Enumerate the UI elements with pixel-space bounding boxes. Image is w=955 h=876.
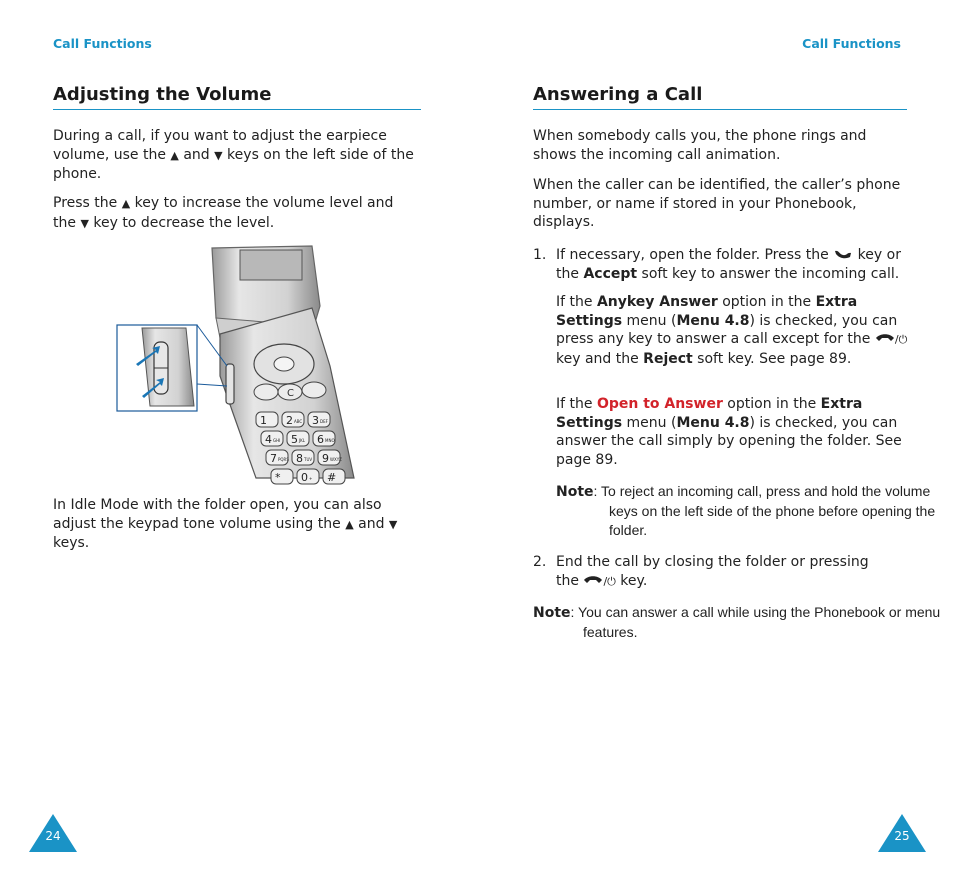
phonebook-answer-note: Note: You can answer a call while using the Phonebook or menu features.: [533, 604, 941, 640]
volume-up-symbol: ▲: [345, 517, 354, 531]
keypad-tone-paragraph: In Idle Mode with the folder open, you can also adjust the keypad tone volume using the ▲ and ▼ keys.: [53, 497, 398, 552]
keypad-key-letters: WXYZ: [330, 457, 342, 462]
keypad-key-label: 5: [291, 433, 298, 446]
keypad-key-letters: +: [309, 476, 313, 481]
volume-down-symbol: ▼: [80, 216, 89, 230]
keypad-key-label: 9: [322, 452, 329, 465]
volume-down-symbol: ▼: [214, 148, 223, 162]
keypad-key-label: 1: [260, 414, 267, 427]
ok-key: [274, 357, 294, 371]
keypad-key-label: *: [275, 471, 281, 484]
phone-volume-keys-illustration: [116, 246, 356, 484]
volume-intro-paragraph: During a call, if you want to adjust the earpiece volume, use the ▲ and ▼ keys on the left side of the phone.: [53, 128, 414, 183]
volume-keys-paragraph: Press the ▲ key to increase the volume level and the ▼ key to decrease the level.: [53, 195, 394, 231]
step-1-number: 1.: [533, 247, 547, 263]
section-title-adjusting-volume: Adjusting the Volume: [53, 84, 421, 110]
send-key: [254, 384, 278, 400]
keypad-key-letters: MNO: [325, 438, 335, 443]
clear-key-label: C: [287, 388, 294, 399]
step-2-paragraph: End the call by closing the folder or pressing the /⏻ key.: [556, 554, 869, 589]
running-header-left: Call Functions: [53, 36, 152, 51]
keypad-key-label: 3: [312, 414, 319, 427]
section-title-answering-call: Answering a Call: [533, 84, 907, 110]
step-2-number: 2.: [533, 554, 547, 570]
keypad-key-label: #: [327, 471, 337, 484]
answering-intro-paragraph: When somebody calls you, the phone rings and shows the incoming call animation.: [533, 128, 867, 163]
page-number-right: 25: [894, 829, 910, 843]
keypad-key-letters: DEF: [320, 419, 328, 424]
volume-down-symbol: ▼: [388, 517, 398, 531]
keypad-key-letters: ABC: [294, 419, 303, 424]
keypad-key-letters: GHI: [273, 438, 281, 443]
end-key-icon: [583, 574, 603, 586]
phone-volume-keys: [226, 364, 234, 404]
keypad-key-letters: PQRS: [278, 457, 289, 462]
keypad-key-label: 6: [317, 433, 324, 446]
keypad-key-label: 4: [265, 433, 272, 446]
keypad-key-label: 8: [296, 452, 303, 465]
send-key-icon: [833, 248, 853, 260]
volume-up-symbol: ▲: [170, 148, 179, 162]
volume-up-symbol: ▲: [121, 197, 131, 210]
end-key-icon: [875, 332, 895, 344]
keypad-key-label: 0: [301, 471, 308, 484]
keypad-key-letters: TUV: [304, 457, 313, 462]
keypad-key-label: 2: [286, 414, 293, 427]
phone-display: [240, 250, 302, 280]
reject-call-note: Note: To reject an incoming call, press and hold the volume keys on the left side of the phone before opening the folder.: [556, 483, 936, 539]
anykey-answer-paragraph: If the Anykey Answer option in the Extra Settings menu (Menu 4.8) is checked, you can press any key to answer a call except for the /⏻ key and the Reject soft key. See page 89.: [556, 294, 908, 367]
caller-id-paragraph: When the caller can be identified, the caller’s phone number, or name if stored in your Phonebook, displays.: [533, 177, 901, 231]
keypad-key-letters: JKL: [299, 438, 306, 443]
running-header-right: Call Functions: [802, 36, 901, 51]
keypad-key-label: 7: [270, 452, 277, 465]
open-to-answer-paragraph: If the Open to Answer option in the Extra Settings menu (Menu 4.8) is checked, you can answer the call simply by opening the folder. See page 89.: [556, 396, 902, 468]
page-number-left: 24: [45, 829, 61, 843]
end-key: [302, 382, 326, 398]
step-1-paragraph: If necessary, open the folder. Press the key or the Accept soft key to answer the incoming call.: [556, 247, 901, 282]
